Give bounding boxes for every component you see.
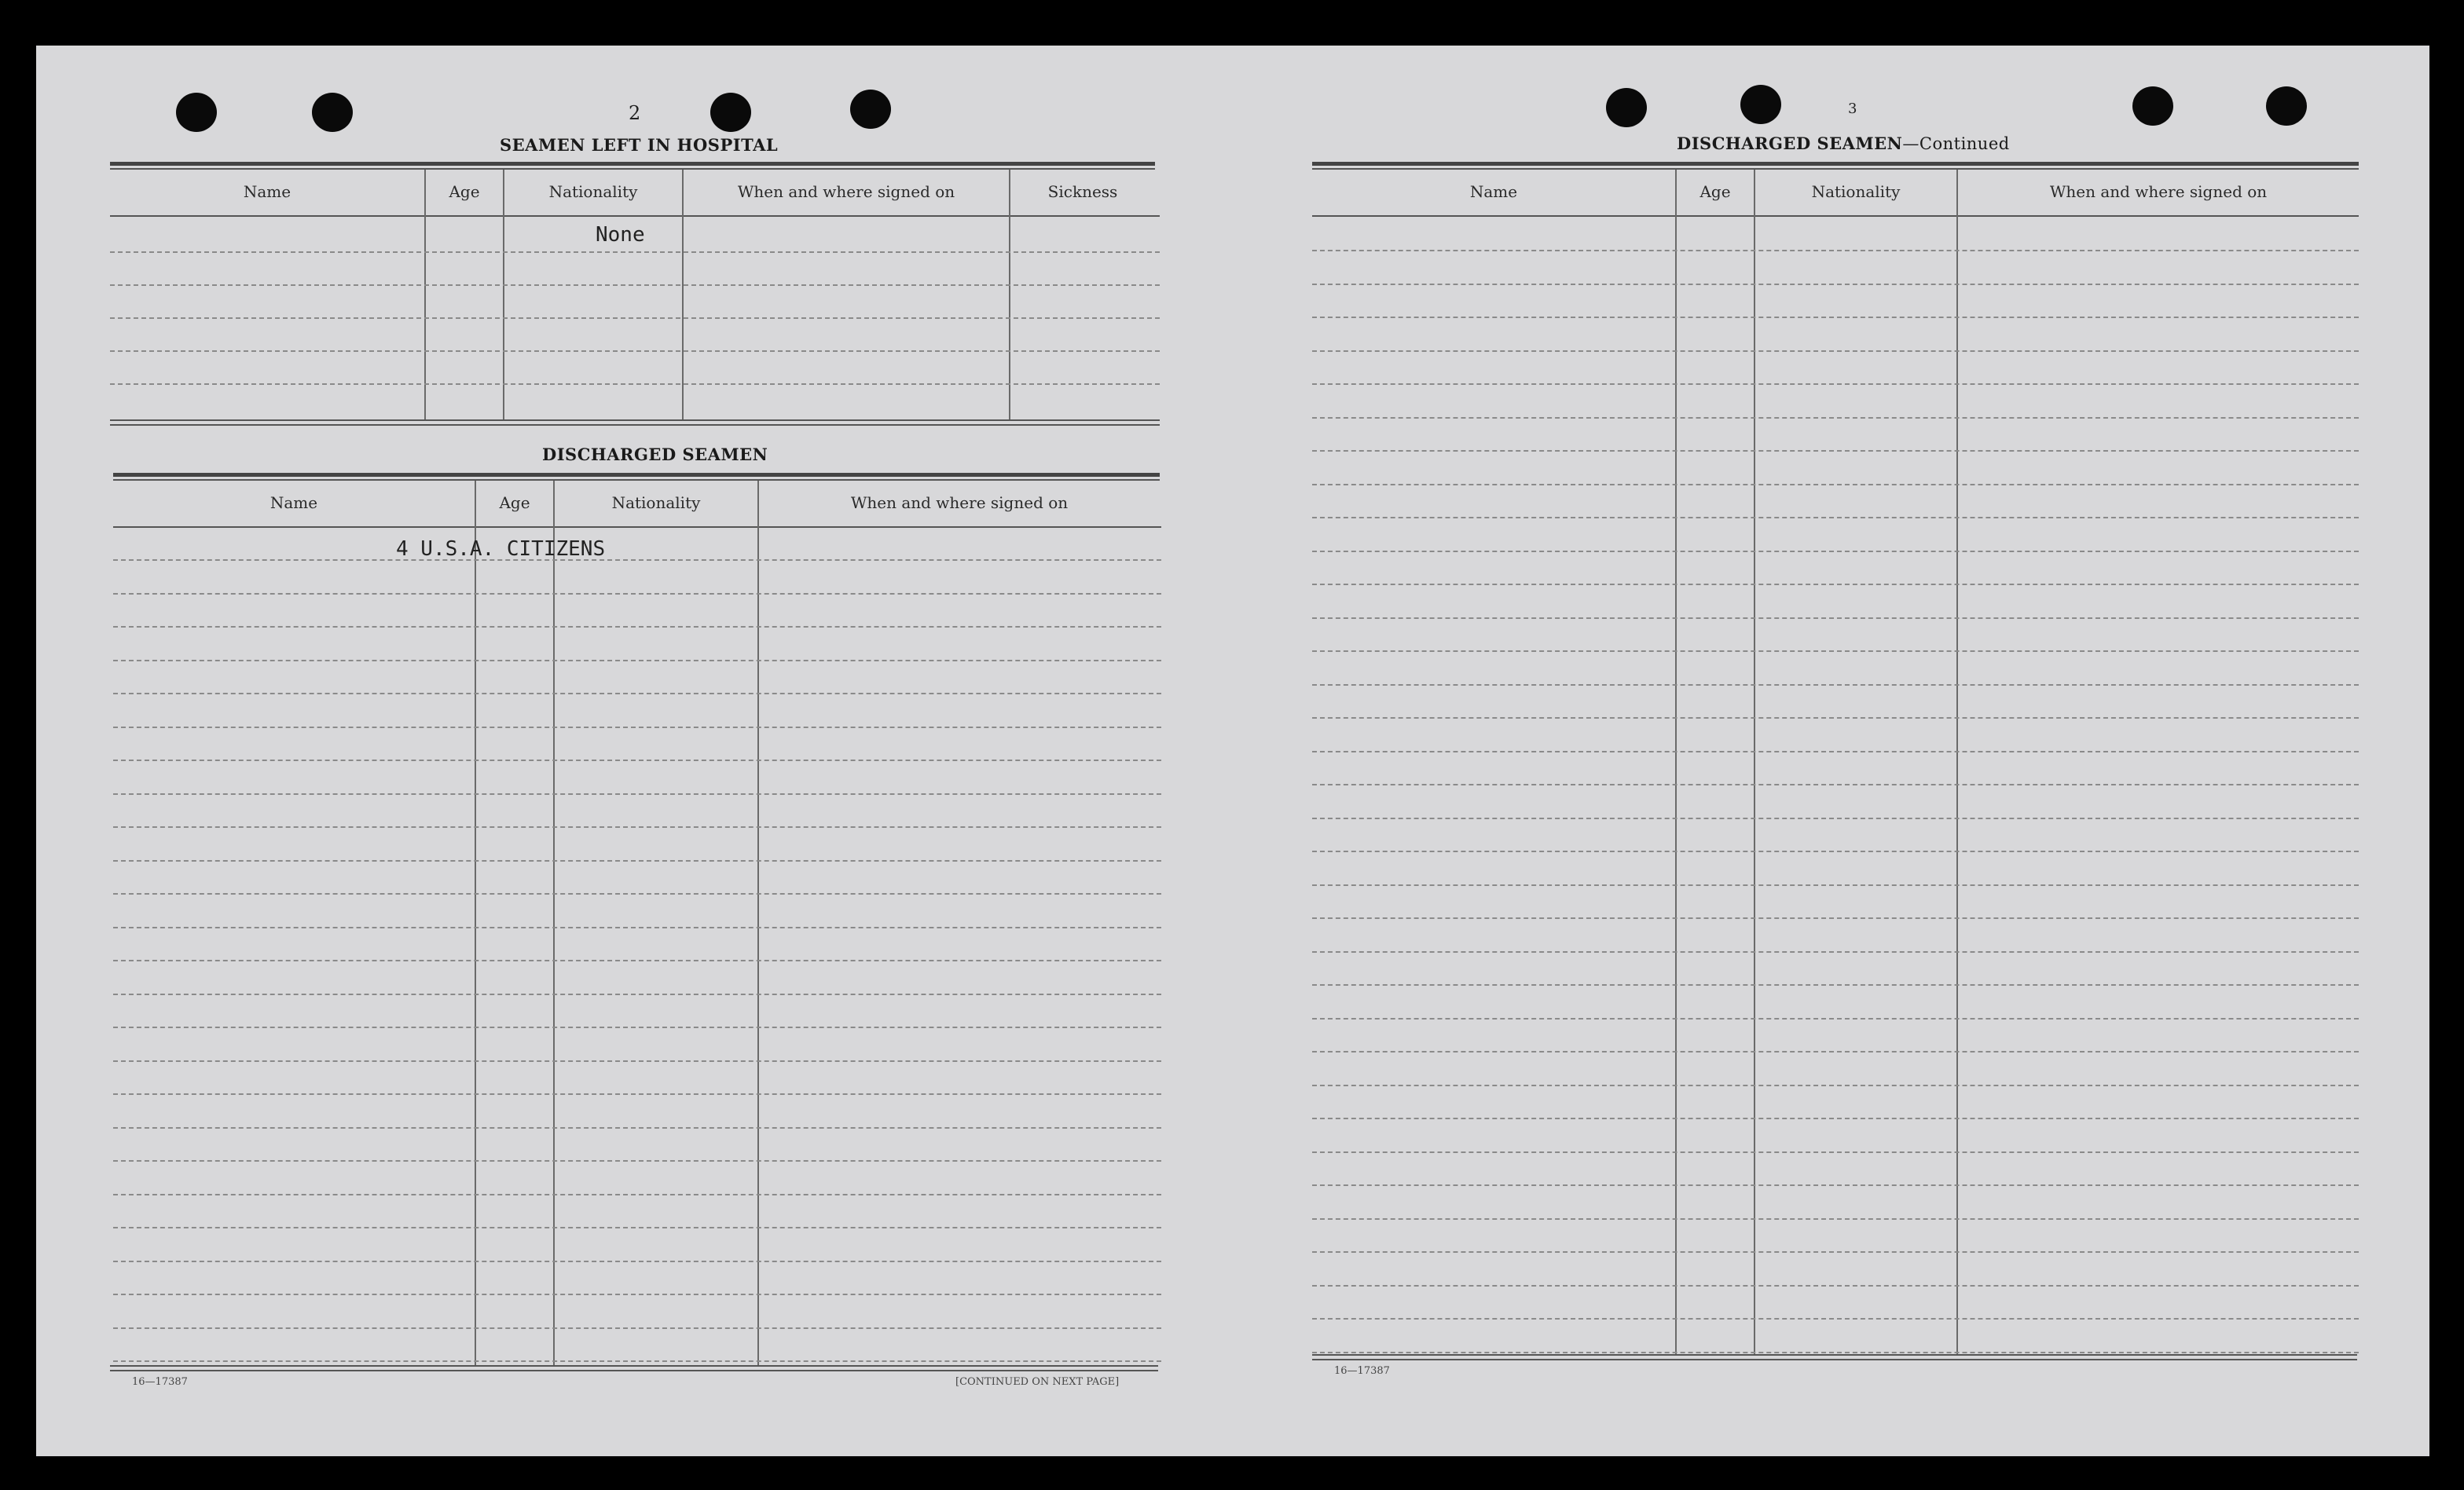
right-form-number: 16—17387: [1334, 1365, 1390, 1377]
ruled-line: [113, 860, 1161, 862]
ruled-line: [1312, 984, 2359, 986]
ruled-line: [1312, 884, 2359, 886]
hospital-col-signed-on: When and where signed on: [737, 182, 955, 201]
ruled-line: [113, 1227, 1161, 1228]
punch-hole-3: [710, 93, 751, 132]
ruled-line: [113, 994, 1161, 995]
hospital-col-age: Age: [449, 182, 480, 201]
discharged-col-nationality: Nationality: [611, 493, 701, 512]
ruled-line: [113, 559, 1161, 561]
hospital-top-rule: [110, 162, 1155, 166]
discharged-col-name: Name: [270, 493, 318, 512]
right-col-nationality: Nationality: [1811, 182, 1901, 201]
right-top-rule: [1312, 162, 2359, 166]
punch-hole-8: [2266, 86, 2307, 126]
discharged-col-age: Age: [499, 493, 530, 512]
ruled-line: [1312, 584, 2359, 585]
right-title-main: DISCHARGED SEAMEN: [1677, 134, 1903, 153]
ruled-line: [113, 793, 1161, 795]
ruled-line: [1312, 350, 2359, 352]
discharged-entry: 4 U.S.A. CITIZENS: [396, 537, 606, 561]
ruled-line: [1312, 450, 2359, 452]
ruled-line: [1312, 784, 2359, 785]
ruled-line: [1312, 1085, 2359, 1086]
ruled-line: [113, 1060, 1161, 1062]
punch-hole-1: [176, 93, 217, 132]
punch-hole-5: [1606, 88, 1647, 127]
ruled-line: [1312, 951, 2359, 953]
ruled-line: [113, 1194, 1161, 1195]
right-col-signed-on: When and where signed on: [2049, 182, 2268, 201]
ruled-line: [1312, 1184, 2359, 1186]
hospital-col-name: Name: [243, 182, 292, 201]
ruled-line: [1312, 417, 2359, 419]
punch-hole-4: [850, 90, 891, 129]
ruled-line: [1312, 284, 2359, 285]
discharged-section-title: DISCHARGED SEAMEN: [542, 445, 768, 464]
right-section-title: [1677, 134, 2010, 153]
hospital-col-sickness: Sickness: [1047, 182, 1118, 201]
ruled-line: [1312, 1218, 2359, 1220]
punch-hole-2: [312, 93, 353, 132]
discharged-top-rule: [113, 473, 1160, 477]
ruled-line: [1312, 1285, 2359, 1287]
ruled-line: [113, 927, 1161, 928]
ruled-line: [113, 1027, 1161, 1028]
ruled-line: [113, 1261, 1161, 1262]
ruled-line: [1312, 1352, 2359, 1353]
right-page-number: 3: [1848, 101, 1857, 117]
ruled-line: [113, 1294, 1161, 1295]
right-title-continued: —Continued: [1902, 134, 2010, 153]
ruled-line: [1312, 250, 2359, 251]
ruled-line: [113, 660, 1161, 661]
ruled-line: [1312, 717, 2359, 719]
discharged-col-signed-on: When and where signed on: [850, 493, 1069, 512]
ruled-line: [113, 960, 1161, 961]
ruled-line: [113, 1127, 1161, 1129]
ruled-line: [1312, 1151, 2359, 1153]
ruled-line: [1312, 317, 2359, 318]
ruled-line: [1312, 650, 2359, 652]
ruled-line: [1312, 851, 2359, 852]
ruled-line: [1312, 751, 2359, 752]
ruled-line: [1312, 1251, 2359, 1253]
ruled-line: [1312, 684, 2359, 686]
ruled-line: [113, 1360, 1161, 1362]
hospital-entry-none: None: [596, 223, 645, 247]
hospital-col-nationality: Nationality: [548, 182, 638, 201]
ruled-line: [1312, 917, 2359, 919]
ruled-line: [1312, 818, 2359, 819]
ruled-line: [113, 727, 1161, 728]
right-col-name: Name: [1469, 182, 1518, 201]
ruled-line: [1312, 517, 2359, 518]
right-col-age: Age: [1700, 182, 1731, 201]
ruled-line: [1312, 551, 2359, 552]
ruled-line: [113, 626, 1161, 628]
left-form-number: 16—17387: [132, 1376, 188, 1388]
ruled-line: [1312, 1051, 2359, 1053]
ruled-line: [113, 1327, 1161, 1329]
ruled-line: [1312, 1018, 2359, 1020]
ruled-line: [113, 1093, 1161, 1095]
ruled-line: [1312, 1318, 2359, 1320]
ruled-line: [1312, 484, 2359, 485]
punch-hole-6: [1740, 85, 1781, 124]
ruled-line: [113, 693, 1161, 694]
hospital-section-title: SEAMEN LEFT IN HOSPITAL: [500, 135, 779, 155]
ruled-line: [113, 760, 1161, 761]
punch-hole-7: [2132, 86, 2173, 126]
ruled-line: [1312, 383, 2359, 385]
left-page-number: 2: [629, 102, 641, 124]
ruled-line: [113, 1160, 1161, 1162]
ruled-line: [1312, 617, 2359, 619]
ruled-line: [1312, 1118, 2359, 1119]
continued-note: [CONTINUED ON NEXT PAGE]: [955, 1376, 1120, 1388]
ruled-line: [113, 893, 1161, 895]
ruled-line: [113, 593, 1161, 595]
ruled-line: [113, 826, 1161, 828]
